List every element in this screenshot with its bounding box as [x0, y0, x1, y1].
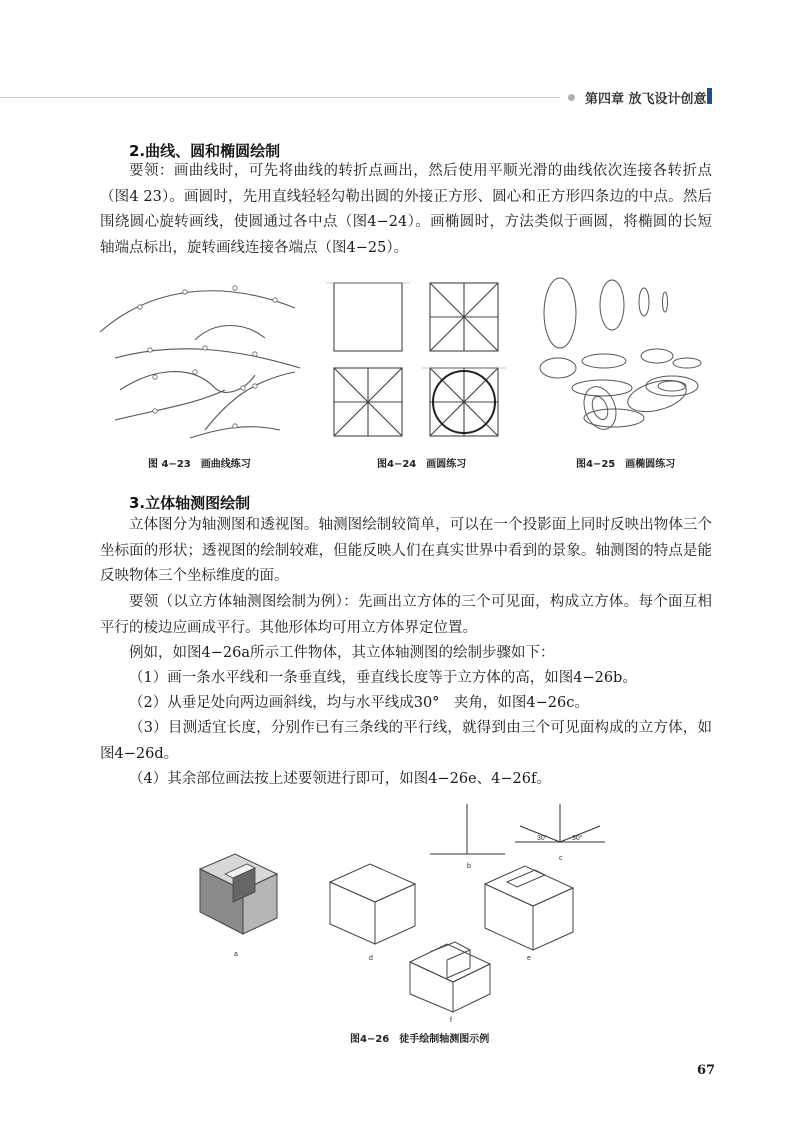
- step-4: （4）其余部位画法按上述要领进行即可，如图4−26e、4−26f。: [129, 771, 551, 787]
- paragraph-example: 例如，如图4−26a所示工件物体，其立体轴测图的绘制步骤如下：: [129, 645, 555, 661]
- figure-4-24-circles: [322, 278, 532, 448]
- caption-figure-4-23: 图 4−23 画曲线练习: [148, 459, 251, 470]
- fig-26f-workpiece-lines: [410, 942, 490, 1012]
- fig-26d-cube: [330, 864, 415, 944]
- caption-figure-4-26: 图4−26 徒手绘制轴测图示例: [350, 1034, 490, 1045]
- fig-26c-angles: [515, 804, 605, 842]
- chapter-header: 第四章 放飞设计创意: [585, 92, 707, 107]
- paragraph-intro: 立体图分为轴测图和透视图。轴测图绘制较简单，可以在一个投影面上同时反映出物体三个坐标面的形状；透视图的绘制较难，但能反映人们在真实世界中看到的景象。轴测图的特点是能反映物体三个坐标维度的面。: [100, 517, 712, 584]
- fig-26a-workpiece: [200, 854, 277, 934]
- paragraph-method: 要领（以立方体轴测图绘制为例）：先画出立方体的三个可见面，构成立方体。每个面互相平行的棱边应画成平行。其他形体均可用立方体界定位置。: [100, 594, 712, 636]
- fig-26b-axes: [430, 804, 505, 854]
- angle-label-right: 30°: [572, 835, 583, 842]
- header-rule: [0, 97, 560, 98]
- step-3: （3）目测适宜长度，分别作已有三条线的平行线，就得到由三个可见面构成的立方体，如图4−26d。: [100, 720, 712, 762]
- angle-label-left: 30°: [537, 835, 548, 842]
- header-dot: [568, 94, 575, 101]
- label-b: b: [467, 863, 471, 870]
- label-a: a: [234, 951, 238, 958]
- caption-figure-4-24: 图4−24 画圆练习: [377, 459, 467, 470]
- page-number: 67: [697, 1063, 716, 1078]
- fig-26e-block: [485, 866, 573, 950]
- step-2: （2）从垂足处向两边画斜线，均与水平线成30° 夹角，如图4−26c。: [129, 695, 589, 711]
- label-f: f: [450, 1017, 452, 1024]
- paragraph-curves: 要领：画曲线时，可先将曲线的转折点画出，然后使用平顺光滑的曲线依次连接各转折点（图4 23）。画圆时，先用直线轻轻勾勒出圆的外接正方形、圆心和正方形四条边的中点。然后围绕圆心旋转画线，使圆通过各中点（图4−24）。画椭圆时，方法类似于画圆，将椭圆的长短轴端点标出，旋转画线连接各端点（图4−25）。: [100, 163, 712, 256]
- label-c: c: [559, 855, 563, 862]
- figure-4-26-axonometric: [185, 802, 625, 1024]
- label-d: d: [369, 955, 373, 962]
- figure-4-25-ellipses: [532, 268, 712, 448]
- header-accent-bar: [707, 88, 712, 104]
- step-1: （1）画一条水平线和一条垂直线，垂直线长度等于立方体的高，如图4−26b。: [129, 670, 637, 686]
- section-title-axonometric: 3.立体轴测图绘制: [129, 494, 251, 512]
- label-e: e: [527, 955, 531, 962]
- figure-4-23-curves: [95, 280, 310, 450]
- section-title-curves: 2.曲线、圆和椭圆绘制: [129, 142, 281, 160]
- caption-figure-4-25: 图4−25 画椭圆练习: [576, 459, 676, 470]
